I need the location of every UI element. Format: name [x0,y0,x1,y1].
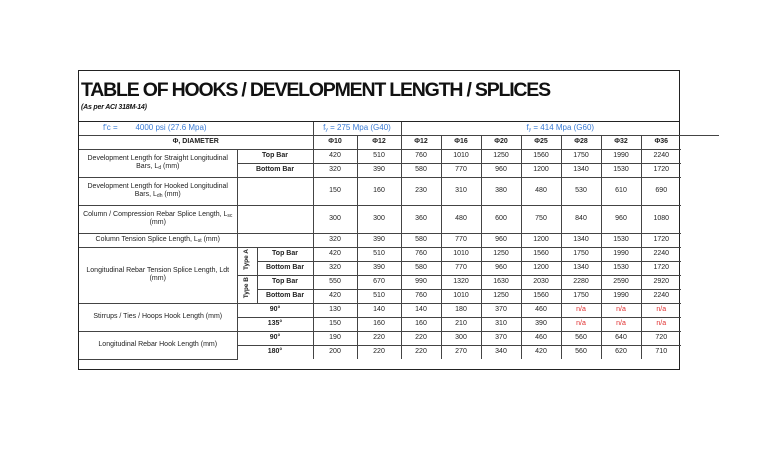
long-tension-label: Longitudinal Rebar Tension Splice Length, Ldt (mm) [79,247,237,303]
table-cell: 960 [481,163,521,177]
table-cell: 1750 [561,149,601,163]
bar-position-label: Top Bar [257,247,313,261]
blank-cell [237,177,313,205]
table-cell: 160 [357,177,401,205]
blank-cell [237,205,313,233]
dev-straight-label: Development Length for Straight Longitudinal Bars, $L_d$ (mm) [79,149,237,177]
fy-g60-header: $f_y = 414$ Mpa (G60) [401,122,719,135]
diameter-cell: Φ16 [441,135,481,149]
table-cell: 370 [481,303,521,317]
table-cell: 2240 [641,247,681,261]
fy-g40-header: $f_y = 275$ Mpa (G40) [313,122,401,135]
table-cell: 1990 [601,289,641,303]
table-cell: 770 [441,163,481,177]
diameter-cell: Φ12 [401,135,441,149]
table-cell: 760 [401,247,441,261]
table-cell: 1010 [441,247,481,261]
hook-angle-label: 135° [237,317,313,331]
table-cell: 1340 [561,163,601,177]
diameter-cell: Φ36 [641,135,681,149]
table-cell: 560 [561,345,601,359]
table-cell: 160 [401,317,441,331]
table-cell: 1990 [601,149,641,163]
table-cell: 960 [481,233,521,247]
hook-angle-label: 180° [237,345,313,359]
table-cell: 460 [521,331,561,345]
table-cell: 1250 [481,149,521,163]
table-cell: 620 [601,345,641,359]
bar-position-label: Bottom Bar [257,261,313,275]
hooks-development-table-sheet [78,70,680,370]
table-cell: 710 [641,345,681,359]
title-block [79,71,679,122]
diameter-cell: Φ28 [561,135,601,149]
table-cell: 210 [441,317,481,331]
diameter-row [79,135,719,149]
table-cell: 1010 [441,149,481,163]
diameter-cell: Φ10 [313,135,357,149]
stirrups-label: Stirrups / Ties / Hoops Hook Length (mm) [79,303,237,331]
na-cell: n/a [601,303,641,317]
table-cell: 510 [357,149,401,163]
table-cell: 320 [313,163,357,177]
table-cell: 2280 [561,275,601,289]
table-cell: 230 [401,177,441,205]
table-cell: 270 [441,345,481,359]
table-cell: 1530 [601,233,641,247]
table-cell: 300 [357,205,401,233]
table-row [79,247,719,261]
page-subtitle: (As per ACI 318M-14) [81,104,147,111]
table-cell: 760 [401,289,441,303]
table-cell: 390 [357,163,401,177]
table-cell: 370 [481,331,521,345]
diameter-label: Φ, DIAMETER [79,135,313,149]
table-cell: 420 [313,289,357,303]
table-cell: 1340 [561,261,601,275]
fc-value: 4000 psi (27.6 Mpa) [135,123,207,133]
table-cell: 390 [521,317,561,331]
table-cell: 420 [313,149,357,163]
table-cell: 960 [601,205,641,233]
table-cell: 1750 [561,247,601,261]
table-cell: 1530 [601,163,641,177]
table-cell: 2590 [601,275,641,289]
table-cell: 420 [313,247,357,261]
table-cell: 310 [441,177,481,205]
table-cell: 320 [313,261,357,275]
table-cell: 600 [481,205,521,233]
table-cell: 1560 [521,289,561,303]
table-cell: 1720 [641,233,681,247]
type-a-label: Type A [237,247,257,275]
na-cell: n/a [561,317,601,331]
table-row [79,303,719,317]
diameter-cell: Φ25 [521,135,561,149]
table-cell: 510 [357,289,401,303]
fc-label: f'c = 4000 psi (27.6 Mpa) [79,122,237,135]
table-cell: 480 [521,177,561,205]
blank-cell [237,233,313,247]
table-cell: 300 [313,205,357,233]
compression-splice-label: Column / Compression Rebar Splice Length, $L_{sc}$ (mm) [79,205,237,233]
table-cell: 150 [313,177,357,205]
table-cell: 460 [521,303,561,317]
table-cell: 320 [313,233,357,247]
table-cell: 1720 [641,261,681,275]
table-cell: 610 [601,177,641,205]
type-b-label: Type B [237,275,257,303]
table-cell: 1200 [521,261,561,275]
table-cell: 150 [313,317,357,331]
table-cell: 770 [441,261,481,275]
table-cell: 960 [481,261,521,275]
table-cell: 580 [401,261,441,275]
table-cell: 670 [357,275,401,289]
table-cell: 760 [401,149,441,163]
na-cell: n/a [641,303,681,317]
bar-position-label: Bottom Bar [237,163,313,177]
table-cell: 1200 [521,163,561,177]
table-row [79,149,719,163]
table-cell: 1630 [481,275,521,289]
table-cell: 580 [401,163,441,177]
table-cell: 360 [401,205,441,233]
table-cell: 1250 [481,247,521,261]
table-cell: 420 [521,345,561,359]
table-cell: 1750 [561,289,601,303]
table-row [79,331,719,345]
diameter-cell: Φ12 [357,135,401,149]
table-cell: 1250 [481,289,521,303]
table-cell: 510 [357,247,401,261]
table-cell: 220 [401,331,441,345]
long-hook-label: Longitudinal Rebar Hook Length (mm) [79,331,237,359]
table-cell: 190 [313,331,357,345]
table-cell: 1720 [641,163,681,177]
table-cell: 390 [357,233,401,247]
table-cell: 1200 [521,233,561,247]
page-title: TABLE OF HOOKS / DEVELOPMENT LENGTH / SPLICES [81,79,550,101]
hook-angle-label: 90° [237,303,313,317]
fc-blank [237,122,313,135]
table-cell: 1990 [601,247,641,261]
table-cell: 380 [481,177,521,205]
strength-header-row [79,122,719,135]
table-cell: 1560 [521,149,561,163]
na-cell: n/a [601,317,641,331]
table-cell: 220 [357,331,401,345]
table-cell: 580 [401,233,441,247]
table-cell: 560 [561,331,601,345]
diameter-cell: Φ20 [481,135,521,149]
table-cell: 220 [401,345,441,359]
table-cell: 1340 [561,233,601,247]
table-cell: 140 [357,303,401,317]
table-cell: 2030 [521,275,561,289]
table-cell: 160 [357,317,401,331]
table-row [79,205,719,233]
hook-angle-label: 90° [237,331,313,345]
table-cell: 480 [441,205,481,233]
table-cell: 720 [641,331,681,345]
diameter-cell: Φ32 [601,135,641,149]
table-cell: 990 [401,275,441,289]
table-cell: 180 [441,303,481,317]
table-cell: 750 [521,205,561,233]
dev-hooked-label: Development Length for Hooked Longitudinal Bars, $L_{dh}$ (mm) [79,177,237,205]
table-cell: 200 [313,345,357,359]
table-cell: 310 [481,317,521,331]
table-cell: 690 [641,177,681,205]
table-cell: 2920 [641,275,681,289]
table-cell: 1010 [441,289,481,303]
table-cell: 1080 [641,205,681,233]
table-cell: 340 [481,345,521,359]
table-cell: 530 [561,177,601,205]
table-cell: 1320 [441,275,481,289]
table-cell: 140 [401,303,441,317]
data-table [79,122,719,360]
table-cell: 2240 [641,149,681,163]
table-cell: 1530 [601,261,641,275]
bar-position-label: Top Bar [237,149,313,163]
bar-position-label: Bottom Bar [257,289,313,303]
table-cell: 840 [561,205,601,233]
table-cell: 1560 [521,247,561,261]
table-cell: 300 [441,331,481,345]
table-cell: 2240 [641,289,681,303]
table-cell: 130 [313,303,357,317]
na-cell: n/a [641,317,681,331]
column-tension-label: Column Tension Splice Length, $L_{st}$ (mm) [79,233,237,247]
table-row [79,233,719,247]
table-cell: 770 [441,233,481,247]
table-cell: 390 [357,261,401,275]
bar-position-label: Top Bar [257,275,313,289]
table-cell: 640 [601,331,641,345]
table-cell: 550 [313,275,357,289]
table-row [79,177,719,205]
table-cell: 220 [357,345,401,359]
na-cell: n/a [561,303,601,317]
